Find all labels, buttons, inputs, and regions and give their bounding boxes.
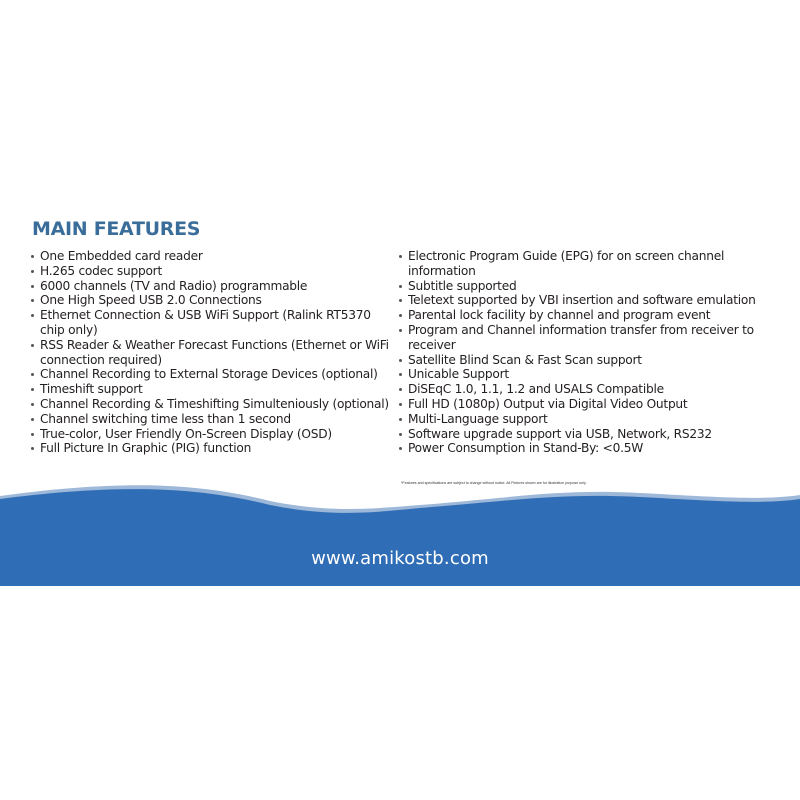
right-feature-item: Electronic Program Guide (EPG) for on screen channel information — [398, 249, 770, 279]
main-features-heading: MAIN FEATURES — [32, 218, 201, 240]
left-feature-item: One High Speed USB 2.0 Connections — [30, 293, 392, 308]
website-url: www.amikostb.com — [311, 548, 489, 569]
right-feature-item: Subtitle supported — [398, 279, 770, 294]
right-feature-item: Multi-Language support — [398, 412, 770, 427]
left-feature-item: One Embedded card reader — [30, 249, 392, 264]
wave-footer-graphic — [0, 213, 800, 586]
right-feature-item: Software upgrade support via USB, Network, RS232 — [398, 427, 770, 442]
left-feature-item: Timeshift support — [30, 382, 392, 397]
right-feature-item: Power Consumption in Stand-By: <0.5W — [398, 441, 770, 456]
left-feature-item: Channel Recording to External Storage Devices (optional) — [30, 367, 392, 382]
right-feature-item: Program and Channel information transfer from receiver to receiver — [398, 323, 770, 353]
right-feature-item: DiSEqC 1.0, 1.1, 1.2 and USALS Compatible — [398, 382, 770, 397]
left-feature-item: Channel switching time less than 1 second — [30, 412, 392, 427]
right-feature-item: Teletext supported by VBI insertion and software emulation — [398, 293, 770, 308]
right-feature-item: Full HD (1080p) Output via Digital Video Output — [398, 397, 770, 412]
features-banner — [0, 213, 800, 586]
left-feature-item: RSS Reader & Weather Forecast Functions (Ethernet or WiFi connection required) — [30, 338, 392, 368]
right-feature-item: Unicable Support — [398, 367, 770, 382]
left-feature-item: True-color, User Friendly On-Screen Display (OSD) — [30, 427, 392, 442]
wave-main-layer — [0, 489, 800, 586]
right-feature-item: Parental lock facility by channel and program event — [398, 308, 770, 323]
disclaimer-note: *Features and specifications are subject to change without notice. All Pictures shown are for illustration purpose only. — [401, 481, 587, 485]
left-feature-item: Channel Recording & Timeshifting Simulteniously (optional) — [30, 397, 392, 412]
left-feature-item: H.265 codec support — [30, 264, 392, 279]
left-feature-item: 6000 channels (TV and Radio) programmable — [30, 279, 392, 294]
left-feature-item: Full Picture In Graphic (PIG) function — [30, 441, 392, 456]
right-feature-item: Satellite Blind Scan & Fast Scan support — [398, 353, 770, 368]
left-feature-item: Ethernet Connection & USB WiFi Support (Ralink RT5370 chip only) — [30, 308, 392, 338]
